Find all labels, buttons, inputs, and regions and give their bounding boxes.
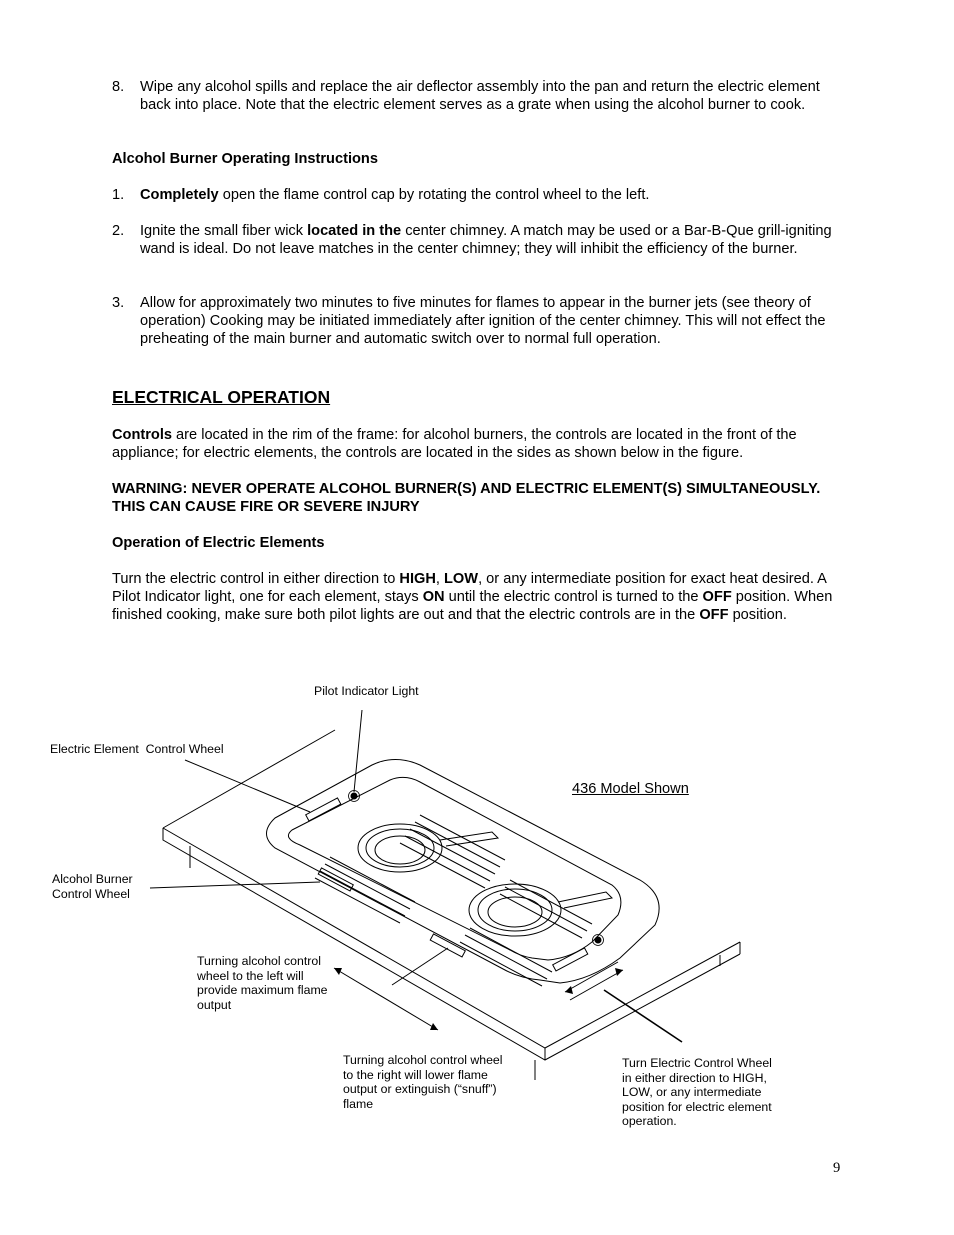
electric-control-wheel-top: [306, 798, 341, 821]
emphasis: OFF: [702, 589, 732, 605]
text-run: position. When finished cooking, make sure both pilot lights are out and that the electric controls are in the: [112, 589, 833, 623]
emphasis: Controls: [112, 427, 172, 443]
pilot-light-2: [595, 937, 602, 944]
emphasis: located in the: [307, 223, 402, 239]
alcohol-wheel-leader-line: [150, 882, 320, 888]
text-run: ,: [435, 571, 445, 587]
text-run: position.: [728, 607, 787, 623]
item-number: 3.: [112, 295, 125, 311]
arrowhead: [565, 986, 573, 994]
pilot-light-1: [351, 793, 358, 800]
warning-paragraph: WARNING: NEVER OPERATE ALCOHOL BURNER(S) AND ELECTRIC ELEMENT(S) SIMULTANEOUSLY. THIS CAN CAUSE FIRE OR SEVERE INJURY: [112, 481, 821, 515]
text-run: Turn the electric control in either direction to: [112, 571, 400, 587]
emphasis: OFF: [699, 607, 729, 623]
emphasis: LOW: [444, 571, 479, 587]
burner-coil-1: [358, 824, 442, 872]
alcohol-wheel-label: Alcohol Burner Control Wheel: [52, 872, 133, 901]
text-run: Ignite the small fiber wick: [140, 223, 308, 239]
text-run: until the electric control is turned to the: [444, 589, 703, 605]
vent-slots-upper: [315, 815, 505, 923]
text-run: are located in the rim of the frame: for alcohol burners, the controls are located in the front of the appliance; for electric elements, the controls are located in the sides as shown below in the figure.: [112, 427, 797, 461]
arrowhead: [615, 968, 623, 976]
section-heading-electrical: ELECTRICAL OPERATION: [112, 387, 331, 407]
left-turn-label: Turning alcohol control wheel to the left will provide maximum flame output: [197, 954, 328, 1012]
item-text: Wipe any alcohol spills and replace the air deflector assembly into the pan and return the electric element back into place. Note that the electric element serves as a grate when using the alcohol burner to cook.: [140, 79, 820, 113]
text-run: , or any intermediate position for exact heat desired. A Pilot Indicator light, one for each element, stays: [112, 571, 827, 605]
emphasis: Completely: [140, 187, 219, 203]
element-wheel-leader-line: [185, 760, 310, 812]
vent-slots-lower: [460, 880, 592, 986]
element-wheel-label: Electric Element Control Wheel: [50, 742, 224, 756]
item-number: 1.: [112, 187, 125, 203]
alcohol-control-wheel-front: [430, 934, 465, 957]
emphasis: HIGH: [399, 571, 436, 587]
right-wheel-leader-line: [604, 990, 682, 1042]
pilot-leader-line: [354, 710, 362, 792]
item-number: 8.: [112, 79, 125, 95]
page-number: 9: [833, 1160, 841, 1176]
electric-turn-label: Turn Electric Control Wheel in either direction to HIGH, LOW, or any intermediate position for electric element operation.: [622, 1056, 772, 1128]
right-turn-label: Turning alcohol control wheel to the right will lower flame output or extinguish (“snuff”) flame: [343, 1053, 503, 1111]
electric-elements-heading: Operation of Electric Elements: [112, 535, 325, 551]
alcohol-burner-heading: Alcohol Burner Operating Instructions: [112, 151, 378, 167]
text-run: open the flame control cap by rotating the control wheel to the left.: [218, 187, 650, 203]
item-text: Allow for approximately two minutes to five minutes for flames to appear in the burner jets (see theory of operation) Cooking may be initiated immediately after ignition of the center chimney. This will not effect the preheating of the main burner and automatic switch over to normal full operation.: [140, 295, 826, 347]
emphasis: ON: [422, 589, 445, 605]
front-wheel-leader-line: [392, 948, 448, 985]
model-label: 436 Model Shown: [572, 781, 689, 797]
item-number: 2.: [112, 223, 125, 239]
text-run: center chimney. A match may be used or a Bar-B-Que grill-igniting wand is ideal. Do not leave matches in the center chimney; they will inhibit the efficiency of the burner.: [140, 223, 832, 257]
electric-control-wheel-right: [553, 948, 588, 971]
pilot-indicator-label: Pilot Indicator Light: [314, 684, 419, 698]
